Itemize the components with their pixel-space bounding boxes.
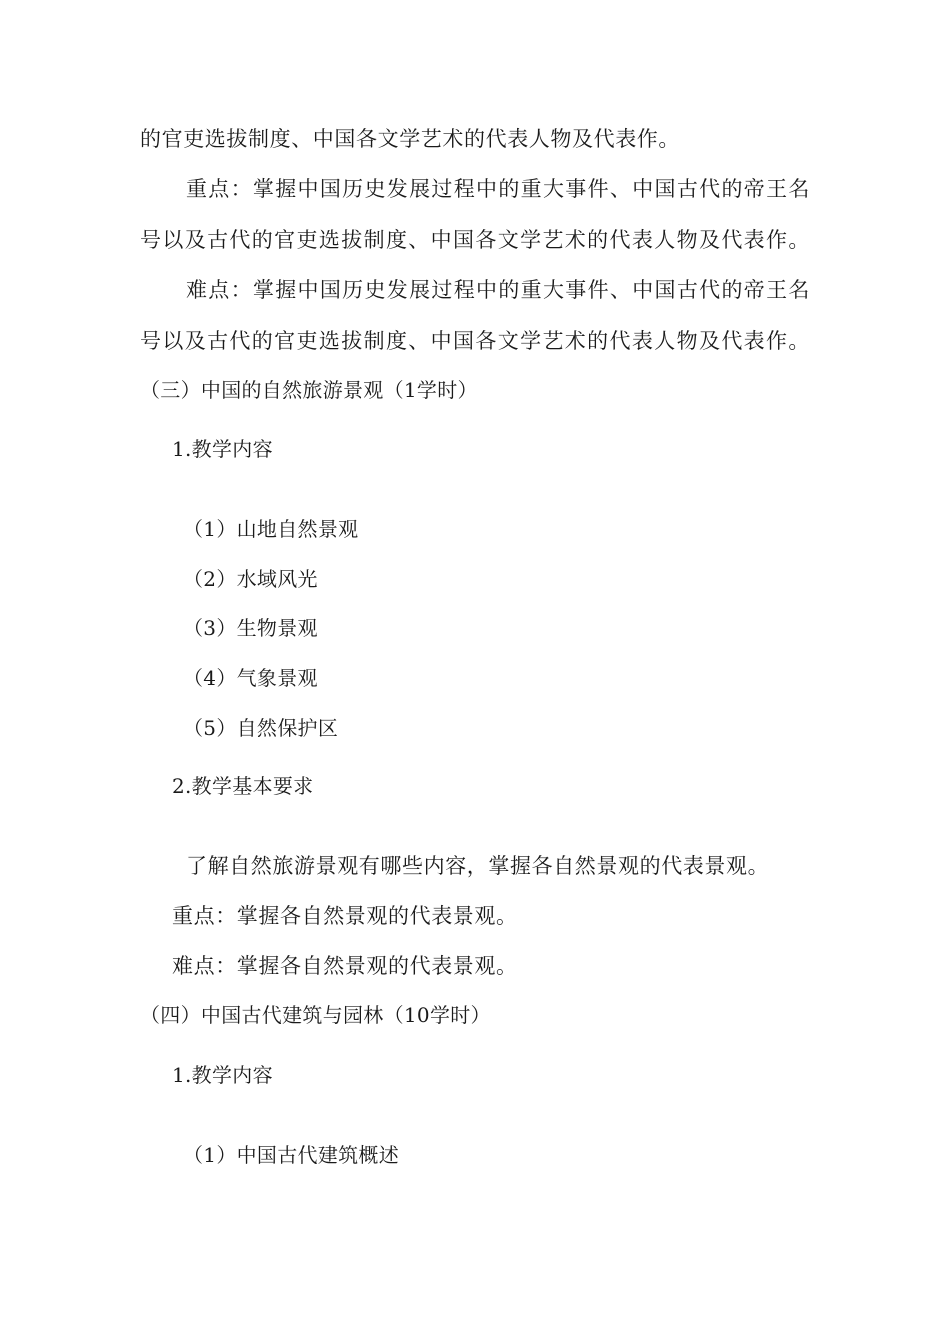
key-point-line-2: 号以及古代的官吏选拔制度、中国各文学艺术的代表人物及代表作。 — [140, 228, 810, 252]
section-3-content-title: 1.教学内容 — [172, 437, 273, 461]
section-4-heading: （四）中国古代建筑与园林（10学时） — [140, 1003, 491, 1027]
paragraph-continuation: 的官吏选拔制度、中国各文学艺术的代表人物及代表作。 — [140, 127, 680, 151]
list-item: （5）自然保护区 — [183, 716, 339, 740]
section-3-requirements-title: 2.教学基本要求 — [172, 774, 314, 798]
list-item: （1）中国古代建筑概述 — [183, 1143, 400, 1167]
difficulty-line-2: 号以及古代的官吏选拔制度、中国各文学艺术的代表人物及代表作。 — [140, 329, 810, 353]
list-item: （3）生物景观 — [183, 616, 318, 640]
section-3-heading: （三）中国的自然旅游景观（1学时） — [140, 378, 478, 402]
section-3-key-point: 重点：掌握各自然景观的代表景观。 — [172, 904, 518, 928]
list-item: （4）气象景观 — [183, 666, 318, 690]
list-item: （2）水域风光 — [183, 567, 318, 591]
key-point-line-1: 重点：掌握中国历史发展过程中的重大事件、中国古代的帝王名 — [186, 177, 810, 201]
difficulty-line-1: 难点：掌握中国历史发展过程中的重大事件、中国古代的帝王名 — [186, 278, 810, 302]
list-item: （1）山地自然景观 — [183, 517, 359, 541]
section-3-difficulty: 难点：掌握各自然景观的代表景观。 — [172, 954, 518, 978]
section-4-content-title: 1.教学内容 — [172, 1063, 273, 1087]
requirements-text: 了解自然旅游景观有哪些内容，掌握各自然景观的代表景观。 — [186, 854, 770, 878]
